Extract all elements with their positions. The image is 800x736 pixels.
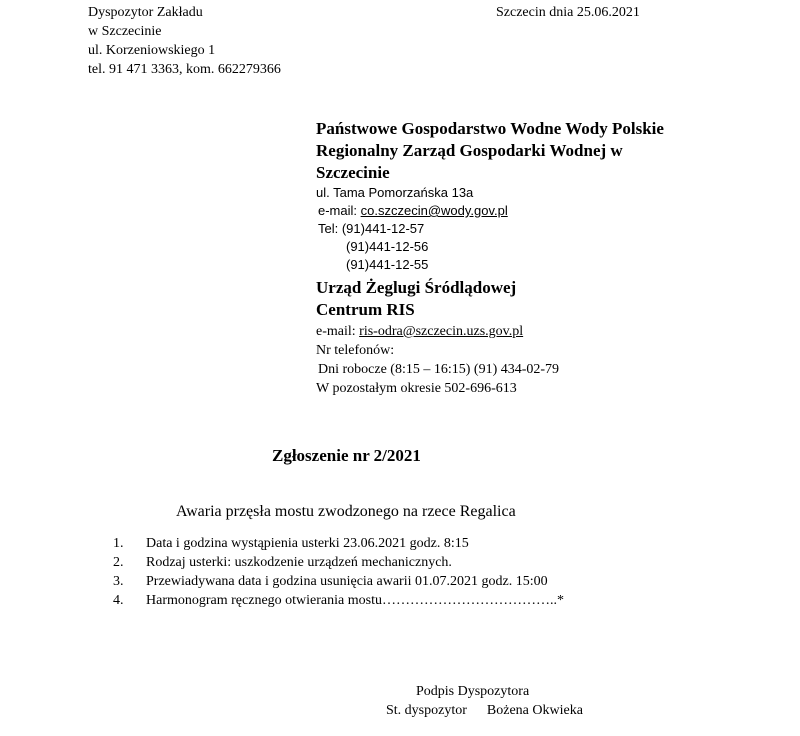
sender-block — [88, 3, 281, 79]
recipient-1-block — [316, 118, 664, 274]
email-label: e-mail: — [318, 203, 361, 218]
item-number: 1. — [113, 536, 124, 551]
recipient-1-address: ul. Tama Pomorzańska 13a — [316, 185, 474, 200]
recipient-2-name: Urząd Żeglugi Śródlądowej — [316, 278, 517, 297]
recipient-2-email-line — [316, 322, 559, 341]
item-text: Harmonogram ręcznego otwierania mostu………………………………..* — [146, 593, 564, 608]
recipient-1-tel-line — [316, 220, 664, 238]
recipient-1-name: Regionalny Zarząd Gospodarki Wodnej w — [316, 141, 623, 160]
workdays-phone: Dni robocze (8:15 – 16:15) (91) 434-02-79 — [318, 362, 560, 377]
phone-number: (91)441-12-55 — [346, 257, 429, 272]
tel-label: Tel: — [318, 221, 342, 236]
recipient-1-name: Państwowe Gospodarstwo Wodne Wody Polskie — [316, 119, 664, 138]
signature-role: St. dyspozytor — [386, 703, 467, 718]
list-item — [113, 553, 564, 572]
list-item — [113, 572, 564, 591]
phone-number: (91)441-12-56 — [346, 239, 429, 254]
signature-line — [386, 701, 583, 720]
document-title: Zgłoszenie nr 2/2021 — [272, 446, 421, 465]
item-text: Data i godzina wystąpienia usterki 23.06.2021 godz. 8:15 — [146, 536, 469, 551]
recipient-2-block — [316, 277, 559, 398]
item-text: Przewiadywana data i godzina usunięcia awarii 01.07.2021 godz. 15:00 — [146, 574, 548, 589]
phone-number: (91)441-12-57 — [341, 221, 425, 236]
other-phone: W pozostałym okresie 502-696-613 — [316, 381, 517, 396]
document-subtitle: Awaria przęsła mostu zwodzonego na rzece Regalica — [176, 503, 516, 520]
list-item — [113, 534, 564, 553]
item-number: 3. — [113, 574, 124, 589]
recipient-1-name: Szczecinie — [316, 163, 390, 182]
date-line: Szczecin dnia 25.06.2021 — [496, 5, 640, 20]
recipient-1-email-line — [316, 202, 664, 220]
email-link[interactable]: co.szczecin@wody.gov.pl — [360, 203, 508, 218]
phones-label: Nr telefonów: — [316, 343, 395, 358]
email-link[interactable]: ris-odra@szczecin.uzs.gov.pl — [359, 324, 524, 339]
item-list — [113, 534, 564, 610]
item-number: 2. — [113, 555, 124, 570]
signature-label: Podpis Dyspozytora — [416, 684, 530, 699]
email-label: e-mail: — [316, 324, 360, 339]
sender-line: Dyspozytor Zakładu — [88, 5, 203, 20]
list-item — [113, 591, 564, 610]
item-number: 4. — [113, 593, 124, 608]
recipient-2-name: Centrum RIS — [316, 300, 415, 319]
sender-line: w Szczecinie — [88, 24, 162, 39]
item-text: Rodzaj usterki: uszkodzenie urządzeń mechanicznych. — [146, 555, 452, 570]
sender-line: tel. 91 471 3363, kom. 662279366 — [88, 62, 281, 77]
signature-name: Bożena Okwieka — [486, 703, 583, 718]
sender-line: ul. Korzeniowskiego 1 — [88, 43, 216, 58]
